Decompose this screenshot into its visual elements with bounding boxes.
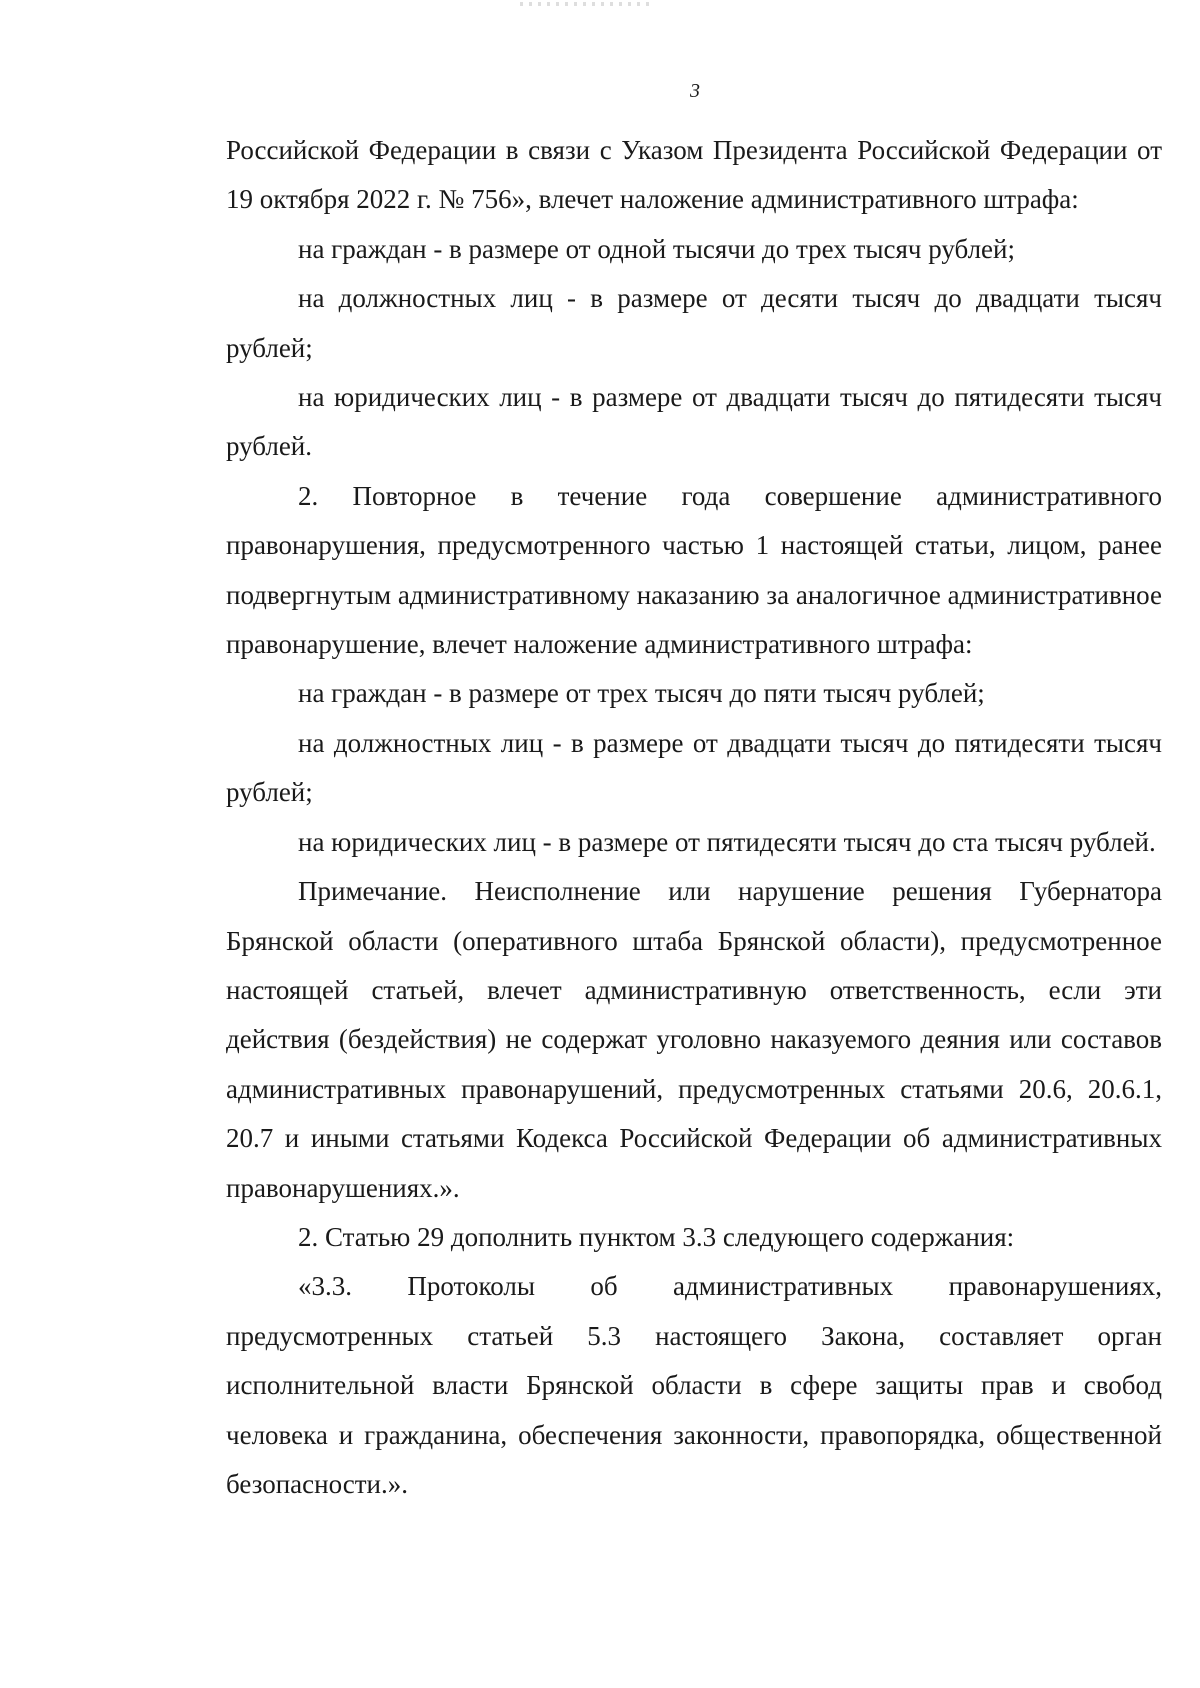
paragraph-fine-legal-entities: на юридических лиц - в размере от двадцати тысяч до пятидесяти тысяч рублей. xyxy=(226,382,1162,462)
paragraph-fine-officials: на должностных лиц - в размере от десяти тысяч до двадцати тысяч рублей; xyxy=(226,283,1162,363)
paragraph-article-29-amendment: 2. Статью 29 дополнить пунктом 3.3 следующего содержания: xyxy=(298,1221,1015,1252)
paragraph-note: Примечание. Неисполнение или нарушение решения Губернатора Брянской области (оперативного штаба Брянской области), предусмотренное настоящей статьей, влечет административную ответственность, если эти действия (бездействия) не содержат уголовно наказуемого деяния или составов административных правонарушений, предусмотренных статьями 20.6, 20.6.1, 20.7 и иными статьями Кодекса Российской Федерации об административных правонарушениях.». xyxy=(226,876,1162,1203)
paragraph-repeat-fine-officials: на должностных лиц - в размере от двадцати тысяч до пятидесяти тысяч рублей; xyxy=(226,727,1162,808)
paragraph-fine-citizens: на граждан - в размере от одной тысячи до трех тысяч рублей; xyxy=(298,233,1015,264)
page-number: 3 xyxy=(690,80,700,102)
paragraph-item-3-3: «3.3. Протоколы об административных правонарушениях, предусмотренных статьей 5.3 настоящего Закона, составляет орган исполнительной власти Брянской области в сфере защиты прав и свобод человека и гражданина, обеспечения законности, правопорядка, общественной безопасности.». xyxy=(226,1271,1162,1499)
document-body xyxy=(226,126,1162,1509)
paragraph-repeat-offense: 2. Повторное в течение года совершение административного правонарушения, предусмотренного частью 1 настоящей статьи, лицом, ранее подвергнутым административному наказанию за аналогичное административное правонарушение, влечет наложение административного штрафа: xyxy=(226,480,1162,660)
paragraph-continuation: Российской Федерации в связи с Указом Президента Российской Федерации от 19 октября 2022 г. № 756», влечет наложение административного штрафа: xyxy=(226,135,1162,215)
paragraph-repeat-fine-legal-entities: на юридических лиц - в размере от пятидесяти тысяч до ста тысяч рублей. xyxy=(298,826,1156,857)
paragraph-repeat-fine-citizens: на граждан - в размере от трех тысяч до пяти тысяч рублей; xyxy=(298,678,985,709)
scan-artifact xyxy=(520,2,650,6)
